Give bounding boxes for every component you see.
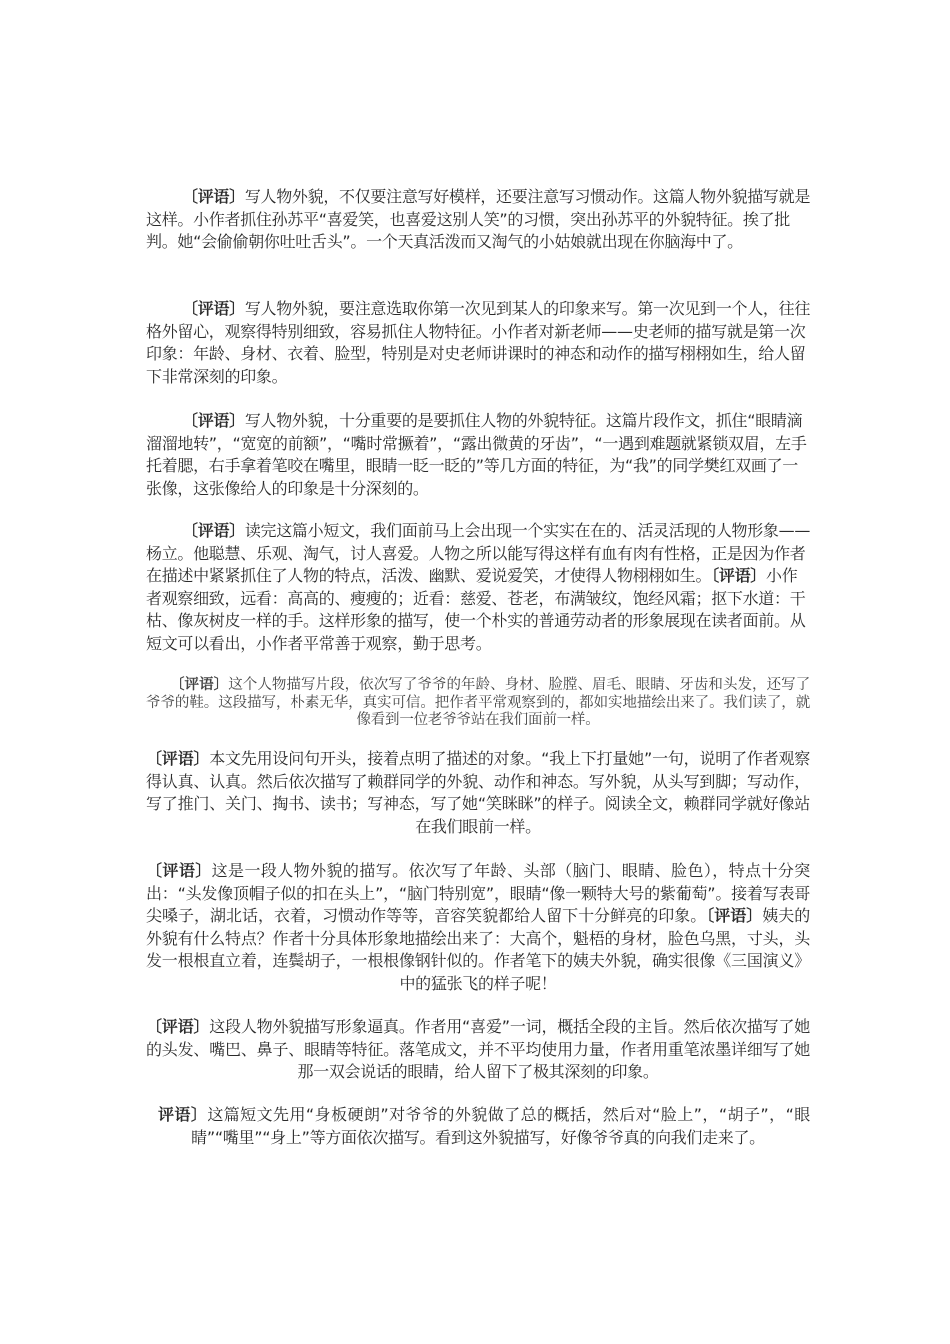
comment-paragraph-8 [146,1016,810,1084]
comment-tag: 评语〕 [158,1105,208,1124]
comment-paragraph-7 [146,860,810,996]
comment-text: 这篇短文先用“身板硬朗”对爷爷的外貌做了总的概括，然后对“脸上”，“胡子”，“眼睛”“嘴里”“身上”等方面依次描写。看到这外貌描写，好像爷爷真的向我们走来了。 [191,1105,810,1147]
comment-tag: 〔评语〕 [146,749,210,768]
comment-paragraph-6 [146,748,810,838]
comment-text: 写人物外貌，不仅要注意写好模样，还要注意写习惯动作。这篇人物外貌描写就是这样。小作者抓住孙苏平“喜爱笑，也喜爱这别人笑”的习惯，突出孙苏平的外貌特征。挨了批判。她“会偷偷朝你吐吐舌头”。一个天真活泼而又淘气的小姑娘就出现在你脑海中了。 [146,187,811,252]
comment-tag: 〔评语〕 [182,521,245,540]
comment-paragraph-3 [146,410,810,500]
comment-text: 这段人物外貌描写形象逼真。作者用“喜爱”一词，概括全段的主旨。然后依次描写了她的头发、嘴巴、鼻子、眼睛等特征。落笔成文，并不平均使用力量，作者用重笔浓墨详细写了她那一双会说话的眼睛，给人留下了极其深刻的印象。 [146,1017,810,1082]
comment-tag: 〔评语〕 [170,676,229,693]
comment-tag: 〔评语〕 [146,1017,210,1036]
comment-text: 这个人物描写片段，依次写了爷爷的年龄、身材、脸膛、眉毛、眼睛、牙齿和头发，还写了爷爷的鞋。这段描写，朴素无华，真实可信。把作者平常观察到的，都如实地描绘出来了。我们读了，就像看到一位老爷爷站在我们面前一样。 [146,677,811,728]
comment-text: 写人物外貌，要注意选取你第一次见到某人的印象来写。第一次见到一个人，往往格外留心，观察得特别细致，容易抓住人物特征。小作者对新老师——史老师的描写就是第一次印象：年龄、身材、衣着、脸型，特别是对史老师讲课时的神态和动作的描写栩栩如生，给人留下非常深刻的印象。 [146,299,811,386]
comment-text-2: 小作者观察细致，远看：高高的、瘦瘦的；近看：慈爱、苍老，布满皱纹，饱经风霜；抠下水道：干枯、像灰树皮一样的手。这样形象的描写，使一个朴实的普通劳动者的形象展现在读者面前。从短文可以看出，小作者平常善于观察，勤于思考。 [146,566,806,653]
comment-text: 本文先用设问句开头，接着点明了描述的对象。“我上下打量她”一句，说明了作者观察得认真、认真。然后依次描写了赖群同学的外貌、动作和神态。写外貌，从头写到脚；写动作，写了推门、关门、掏书、读书；写神态，写了她“笑眯眯”的样子。阅读全文，赖群同学就好像站在我们眼前一样。 [146,749,810,836]
comment-paragraph-2 [146,298,810,388]
comment-paragraph-9 [146,1104,810,1149]
comment-tag: 〔评语〕 [182,187,245,206]
comment-tag-2: 〔评语〕 [706,906,763,926]
comment-paragraph-5 [146,676,810,730]
comment-tag: 〔评语〕 [146,861,212,880]
comment-text-2: 姨夫的外貌有什么特点？作者十分具体形象地描绘出来了：大高个，魁梧的身材，脸色乌黑，寸头，头发一根根直立着，连鬓胡子，一根根像钢针似的。作者笔下的姨夫外貌，确实很像《三国演义》中的猛张飞的样子呢！ [146,906,810,993]
comment-tag: 〔评语〕 [182,411,245,430]
comment-paragraph-4 [146,520,810,656]
comment-tag-2: 〔评语〕 [711,566,767,586]
comment-tag: 〔评语〕 [182,299,245,318]
comment-paragraph-1 [146,186,810,254]
comment-text: 写人物外貌，十分重要的是要抓住人物的外貌特征。这篇片段作文，抓住“眼睛滴溜溜地转”，“宽宽的前额”，“嘴时常撅着”，“露出微黄的牙齿”，“一遇到难题就紧锁双眉，左手托着腮，右手拿着笔咬在嘴里，眼睛一眨一眨的”等几方面的特征，为“我”的同学樊红双画了一张像，这张像给人的印象是十分深刻的。 [146,411,807,498]
comment-text: 这是一段人物外貌的描写。依次写了年龄、头部（脑门、眼睛、脸色），特点十分突出：“头发像顶帽子似的扣在头上”，“脑门特别宽”，眼睛“像一颗特大号的紫葡萄”。接着写表哥尖嗓子，湖北话，衣着，习惯动作等等，音容笑貌都给人留下十分鲜亮的印象。 [146,861,810,926]
comment-text: 读完这篇小短文，我们面前马上会出现一个实实在在的、活灵活现的人物形象——杨立。他聪慧、乐观、淘气，讨人喜爱。人物之所以能写得这样有血有肉有性格，正是因为作者在描述中紧紧抓住了人物的特点，活泼、幽默、爱说爱笑，才使得人物栩栩如生。 [146,521,811,586]
